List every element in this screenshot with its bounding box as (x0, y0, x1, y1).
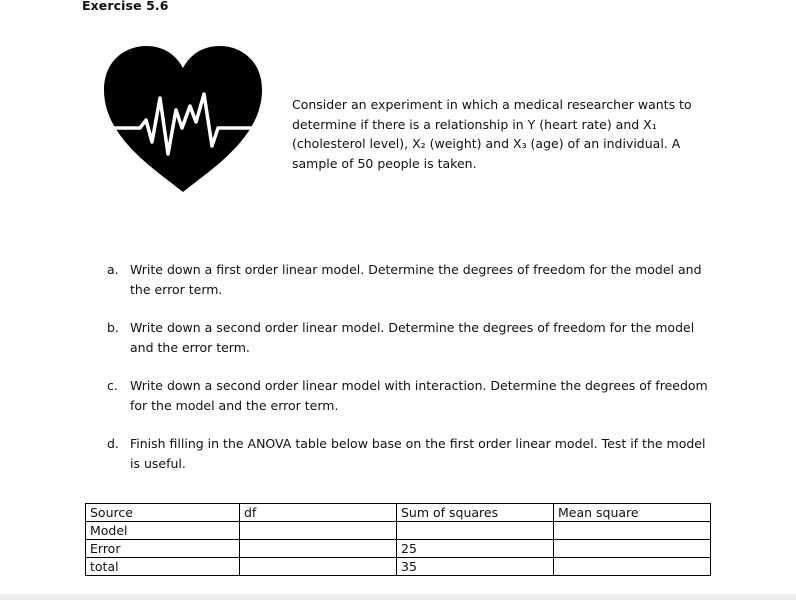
header-df: df (240, 504, 397, 522)
intro-paragraph: Consider an experiment in which a medical researcher wants to determine if there is a relationship in Y (heart rate) and X₁ (cholesterol level), X₂ (weight) and X₃ (age) of an individual. A sample of 50 people is taken. (292, 97, 692, 171)
question-c (107, 376, 717, 415)
exercise-title: Exercise 5.6 (82, 0, 169, 13)
question-a (107, 260, 717, 299)
question-b (107, 318, 717, 357)
cell-mean-square (554, 558, 711, 576)
table-row (86, 522, 711, 540)
question-letter: b. (107, 320, 119, 335)
cell-source: total (86, 558, 240, 576)
question-text: Finish filling in the ANOVA table below base on the first order linear model. Test if the model is useful. (130, 436, 706, 471)
question-d (107, 434, 717, 473)
table-row (86, 558, 711, 576)
anova-table (85, 503, 711, 576)
question-text: Write down a second order linear model. Determine the degrees of freedom for the model and the error term. (130, 320, 695, 355)
cell-sum-of-squares (397, 522, 554, 540)
heart-pulse-icon (104, 46, 262, 194)
cell-source: Error (86, 540, 240, 558)
question-letter: d. (107, 436, 119, 451)
cell-df (240, 558, 397, 576)
header-source: Source (86, 504, 240, 522)
question-letter: c. (107, 378, 118, 393)
cell-mean-square (554, 540, 711, 558)
question-text: Write down a first order linear model. Determine the degrees of freedom for the model and the error term. (130, 262, 702, 297)
table-header-row (86, 504, 711, 522)
cell-sum-of-squares: 35 (397, 558, 554, 576)
table-row (86, 540, 711, 558)
cell-source: Model (86, 522, 240, 540)
cell-mean-square (554, 522, 711, 540)
cell-df (240, 522, 397, 540)
header-sum-of-squares: Sum of squares (397, 504, 554, 522)
cell-df (240, 540, 397, 558)
question-letter: a. (107, 262, 119, 277)
header-mean-square: Mean square (554, 504, 711, 522)
page-bottom-edge (0, 594, 796, 600)
question-text: Write down a second order linear model with interaction. Determine the degrees of freedom for the model and the error term. (130, 378, 708, 413)
cell-sum-of-squares: 25 (397, 540, 554, 558)
